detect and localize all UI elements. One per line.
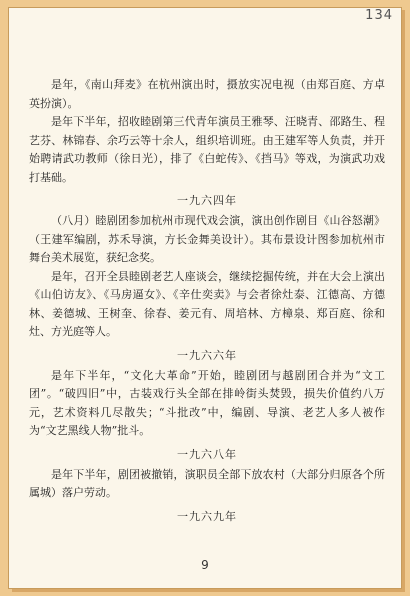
paragraph: （八月）睦剧团参加杭州市现代戏会演，演出创作剧目《山谷怒潮》（王建军编剧，苏禾导演，方长金舞美设计）。其布景设计图参加杭州市舞台美术展览，获纪念奖。 [29, 214, 385, 264]
year-heading: 一九六四年 [177, 194, 237, 207]
paragraph: 是年下半年，剧团被撤销，演职员全部下放农村（大部分归原各个所属城）落户劳动。 [29, 467, 385, 499]
paragraph: 是年，《南山拜麦》在杭州演出时，摄放实况电视（由郑百庭、方卓英扮演）。 [29, 78, 385, 110]
document-body [29, 76, 385, 528]
paragraph: 是年下半年，招收睦剧第三代青年演员王雅琴、汪晓青、邵路生、程艺芬、林锦春、余巧云等十余人，组织培训班。由王建军等人负责，并开始聘请武功教师（徐日光），排了《白蛇传》、《挡马》等戏，为演武功戏打基础。 [29, 115, 385, 184]
year-heading: 一九六六年 [177, 348, 237, 362]
document-page [8, 7, 402, 589]
year-heading: 一九六八年 [177, 447, 237, 461]
year-heading: 一九六九年 [177, 509, 237, 523]
page-shadow-bottom [12, 589, 405, 592]
paragraph: 是年下半年，“文化大革命”开始，睦剧团与越剧团合并为“文工团”。“破四旧”中，古装戏行头全部在排岭街头焚毁，损失价值约八万元，艺术资料几尽散失；“斗批改”中，编剧、导演、老艺人多人被作为“文艺黑线人物”批斗。 [29, 368, 385, 437]
paragraph: 是年，召开全县睦剧老艺人座谈会，继续挖掘传统，并在大会上演出《山伯访友》、《马房逼女》、《辛仕奕卖》与会者徐灶泰、江德高、方德林、姜德城、王树奎、徐春、姜元有、周培林、方樟泉、郑百庭、徐和灶、方光庭等人。 [29, 269, 385, 338]
footer-page-number: 9 [201, 558, 209, 572]
page-shadow-right [402, 10, 405, 592]
page-number: 134 [365, 8, 393, 23]
